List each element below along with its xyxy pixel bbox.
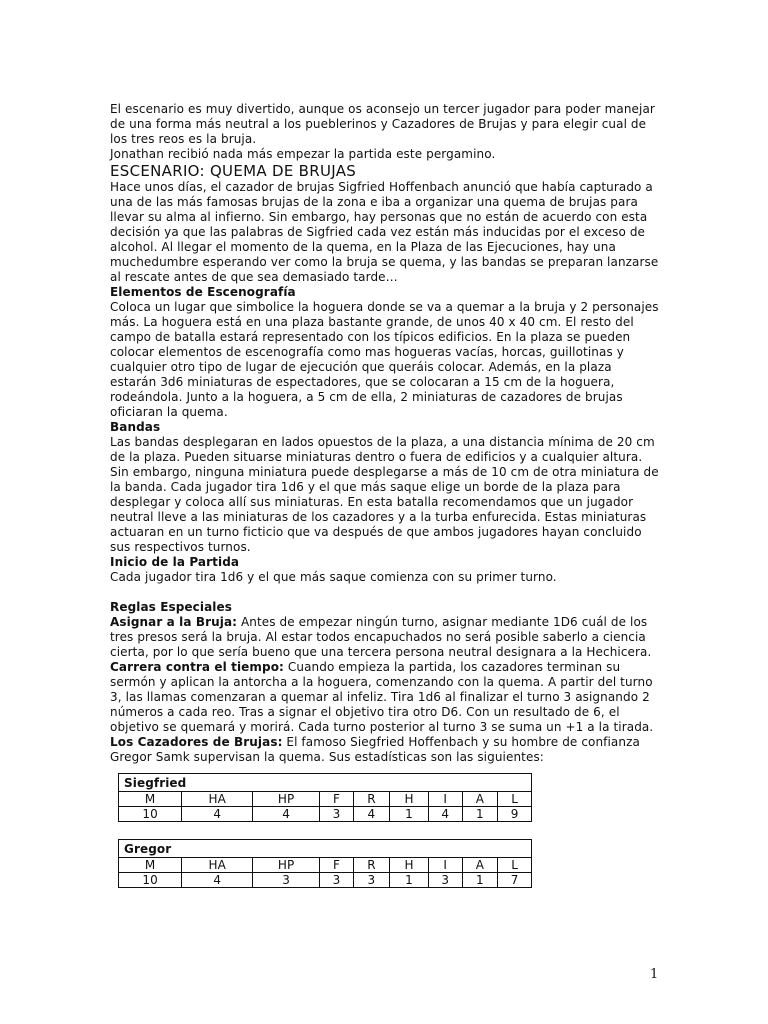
stat-header: I: [428, 792, 462, 807]
story-paragraph: Hace unos días, el cazador de brujas Sigfried Hoffenbach anunció que había capturado a una de las más famosas brujas de la zona e iba a organizar una quema de brujas para llevar su alma al infierno. Sin embargo, hay personas que no están de acuerdo con esta decisión ya que las palabras de Sigfried cada vez están más inducidas por el exceso de alcohol. Al llegar el momento de la quema, en la Plaza de las Ejecuciones, hay una muchedumbre esperando ver como la bruja se quema, y las bandas se preparan lanzarse al rescate antes de que sea demasiado tarde…: [110, 180, 659, 284]
rule-text: Cuando empieza la partida, los cazadores terminan su sermón y aplican la antorcha a la hoguera, comenzando con la quema. A partir del turno 3, las llamas comenzaran a quemar al infeliz. Tira 1d6 al finalizar el turno 3 asignando 2 números a cada reo. Tras a signar el objetivo tira otro D6. Con un resultado de 6, el objetivo se quemará y morirá. Cada turno posterior al turno 3 se suma un +1 a la tirada.: [110, 660, 654, 734]
profile-header-row: [119, 858, 532, 873]
stat-value: 1: [390, 873, 429, 888]
stat-value: 9: [498, 807, 532, 822]
rule-label: Los Cazadores de Brujas:: [110, 735, 283, 749]
intro-paragraph: El escenario es muy divertido, aunque os aconsejo un tercer jugador para poder manejar de una forma más neutral a los pueblerinos y Cazadores de Brujas y para elegir cual de los tres reos es la bruja.: [110, 102, 655, 146]
start-heading: Inicio de la Partida: [110, 555, 240, 569]
stat-value: 3: [428, 873, 462, 888]
stat-header: A: [462, 858, 498, 873]
stat-header: L: [498, 792, 532, 807]
stat-header: HA: [182, 792, 253, 807]
document-page: [110, 102, 660, 888]
rule-race-against-time: [110, 660, 660, 735]
rule-label: Carrera contra el tiempo:: [110, 660, 284, 674]
stat-value: 1: [462, 873, 498, 888]
stat-header: M: [119, 792, 182, 807]
profile-name: Siegfried: [119, 774, 532, 792]
stat-value: 4: [253, 807, 320, 822]
stat-header: R: [353, 792, 389, 807]
stat-header: H: [390, 792, 429, 807]
rule-witch-hunters: [110, 735, 660, 765]
warbands-heading: Bandas: [110, 420, 161, 434]
special-rules-heading: Reglas Especiales: [110, 600, 232, 614]
rule-text: Antes de empezar ningún turno, asignar mediante 1D6 cuál de los tres presos será la bruja. Al estar todos encapuchados no será posible saberlo a ciencia cierta, por lo que sería bueno que una tercera persona neutral designara a la Hechicera.: [110, 615, 652, 659]
rule-text: El famoso Siegfried Hoffenbach y su hombre de confianza Gregor Samk supervisan la quema. Sus estadísticas son las siguientes:: [110, 735, 640, 764]
stat-header: HP: [253, 792, 320, 807]
stat-value: 4: [182, 807, 253, 822]
stat-header: I: [428, 858, 462, 873]
stat-value: 1: [462, 807, 498, 822]
warbands-text: Las bandas desplegaran en lados opuestos de la plaza, a una distancia mínima de 20 cm de la plaza. Pueden situarse miniaturas dentro o fuera de edificios y a cualquier altura. Sin embargo, ninguna miniatura puede desplegarse a más de 10 cm de otra miniatura de la banda. Cada jugador tira 1d6 y el que más saque elige un borde de la plaza para desplegar y coloca allí sus miniaturas. En esta batalla recomendamos que un jugador neutral lleve a las miniaturas de los cazadores y a la turba enfurecida. Estas miniaturas actuaran en un turno ficticio que va después de que ambos jugadores hayan concluido sus respectivos turnos.: [110, 435, 659, 554]
stat-value: 4: [428, 807, 462, 822]
profile-value-row: [119, 873, 532, 888]
profile-table-gregor: [118, 839, 532, 888]
stat-header: L: [498, 858, 532, 873]
stat-value: 3: [320, 873, 354, 888]
scenery-heading: Elementos de Escenografía: [110, 285, 296, 299]
profile-table-siegfried: [118, 773, 532, 822]
rule-assign-witch: [110, 615, 660, 660]
profile-value-row: [119, 807, 532, 822]
stat-value: 10: [119, 807, 182, 822]
stat-value: 1: [390, 807, 429, 822]
page-number: 1: [650, 967, 659, 982]
stat-header: HA: [182, 858, 253, 873]
stat-value: 4: [353, 807, 389, 822]
stat-value: 3: [253, 873, 320, 888]
stat-value: 3: [353, 873, 389, 888]
stat-value: 7: [498, 873, 532, 888]
profile-header-row: [119, 792, 532, 807]
intro-note: Jonathan recibió nada más empezar la partida este pergamino.: [110, 147, 496, 161]
stat-header: R: [353, 858, 389, 873]
start-text: Cada jugador tira 1d6 y el que más saque comienza con su primer turno.: [110, 570, 557, 584]
stat-header: H: [390, 858, 429, 873]
rule-label: Asignar a la Bruja:: [110, 615, 238, 629]
stat-header: F: [320, 858, 354, 873]
stat-value: 3: [320, 807, 354, 822]
stat-header: A: [462, 792, 498, 807]
stat-header: M: [119, 858, 182, 873]
stat-value: 10: [119, 873, 182, 888]
profile-name: Gregor: [119, 840, 532, 858]
stat-header: HP: [253, 858, 320, 873]
stat-value: 4: [182, 873, 253, 888]
scenario-title: ESCENARIO: QUEMA DE BRUJAS: [110, 162, 357, 180]
scenery-text: Coloca un lugar que simbolice la hoguera donde se va a quemar a la bruja y 2 personajes más. La hoguera está en una plaza bastante grande, de unos 40 x 40 cm. El resto del campo de batalla estará representado con los típicos edificios. En la plaza se pueden colocar elementos de escenografía como mas hogueras vacías, horcas, guillotinas y cualquier otro tipo de lugar de ejecución que queráis colocar. Además, en la plaza estarán 3d6 miniaturas de espectadores, que se colocaran a 15 cm de la hoguera, rodeándola. Junto a la hoguera, a 5 cm de ella, 2 miniaturas de cazadores de brujas oficiaran la quema.: [110, 300, 659, 419]
stat-header: F: [320, 792, 354, 807]
spacer: [110, 585, 660, 600]
